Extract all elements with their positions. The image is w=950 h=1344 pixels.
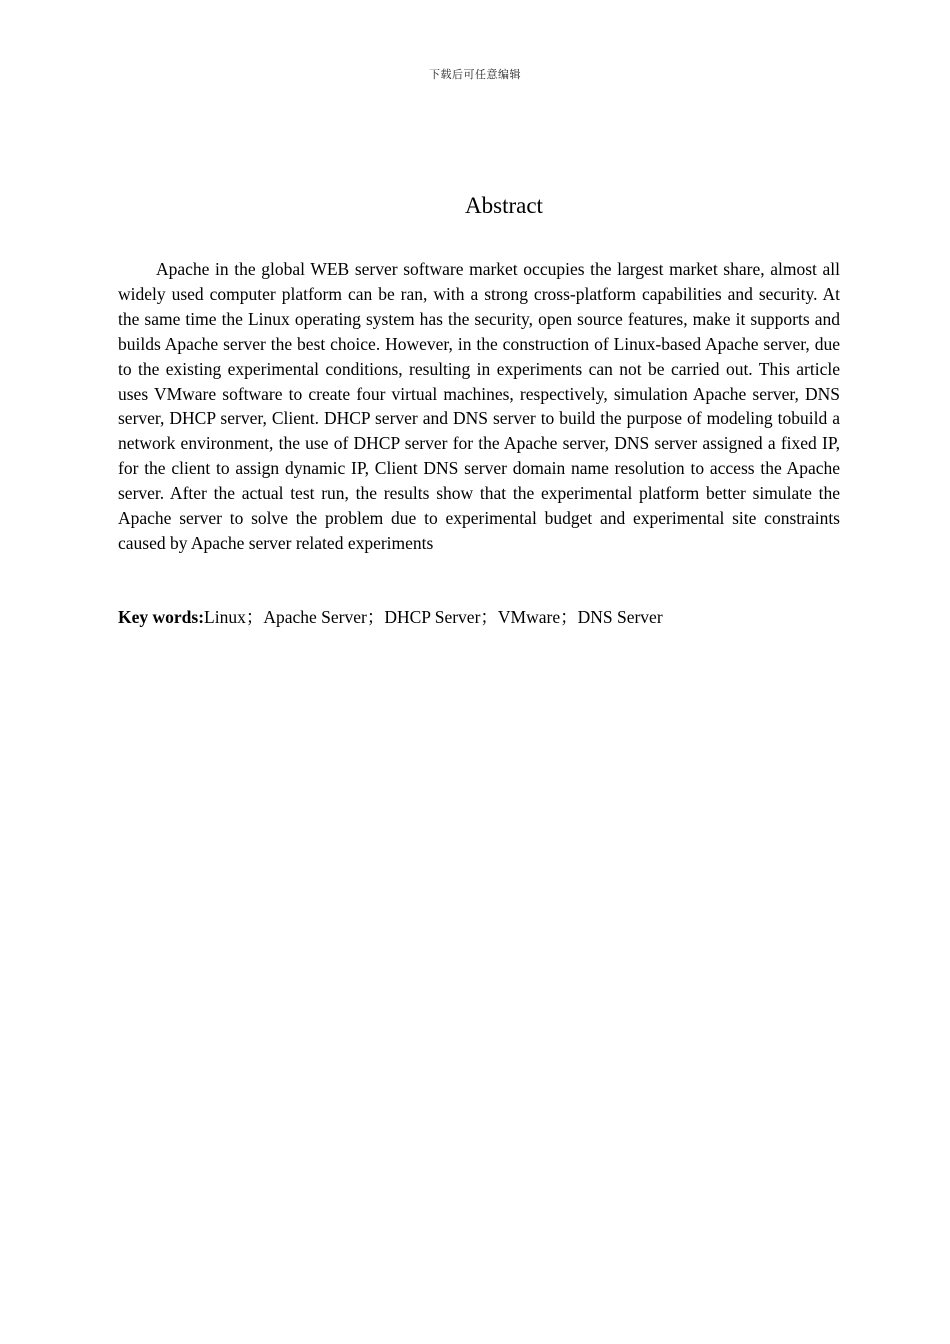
abstract-title: Abstract <box>465 193 543 218</box>
keywords-label: Key words: <box>118 607 205 627</box>
keywords-value: Linux；Apache Server；DHCP Server；VMware；DNS Server <box>204 607 663 627</box>
page-header-note: 下载后可任意编辑 <box>429 68 521 81</box>
keywords-line <box>118 605 840 629</box>
abstract-body: Apache in the global WEB server software market occupies the largest market share, almost all widely used computer platform can be ran, with a strong cross-platform capabilities and security. At the same time the Linux operating system has the security, open source features, make it supports and builds Apache server the best choice. However, in the construction of Linux-based Apache server, due to the existing experimental conditions, resulting in experiments can not be carried out. This article uses VMware software to create four virtual machines, respectively, simulation Apache server, DNS server, DHCP server, Client. DHCP server and DNS server to build the purpose of modeling tobuild a network environment, the use of DHCP server for the Apache server, DNS server assigned a fixed IP, for the client to assign dynamic IP, Client DNS server domain name resolution to access the Apache server. After the actual test run, the results show that the experimental platform better simulate the Apache server to solve the problem due to experimental budget and experimental site constraints caused by Apache server related experiments <box>118 259 840 553</box>
